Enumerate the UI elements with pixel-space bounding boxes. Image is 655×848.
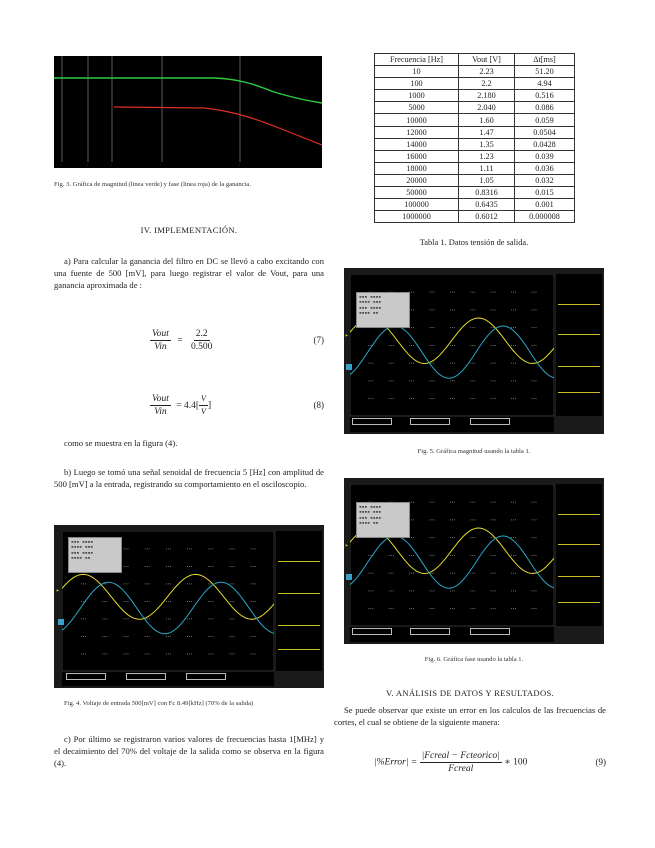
fig6-cyan-trace (350, 536, 554, 588)
table-row (375, 187, 575, 199)
section-v-heading: V. ANÁLISIS DE DATOS Y RESULTADOS. (386, 688, 554, 698)
svg-text:·: · (86, 163, 89, 167)
fig5-sidebar (556, 274, 602, 416)
table-row (375, 126, 575, 138)
fig4-bottom-bar (62, 672, 274, 686)
table-cell: 5000 (375, 102, 459, 114)
table-cell: 0.036 (515, 162, 575, 174)
table-row (375, 102, 575, 114)
paragraph-a: a) Para calcular la ganancia del filtro en DC se llevó a cabo excitando con una fuente de 500 [mV], para luego registrar el valor de Vout, para una ganancia aproximada de : (54, 256, 324, 291)
table-cell: 14000 (375, 138, 459, 150)
section-v-paragraph: Se puede observar que existe un error en los calculos de las frecuencias de cortes, el cual se obtiene de la siguiente manera: (334, 705, 606, 728)
table-row (375, 162, 575, 174)
header-frequency: Frecuencia [Hz] (375, 54, 459, 66)
eq9-number: (9) (595, 757, 606, 767)
table-1 (374, 53, 575, 223)
table-cell: 1.47 (459, 126, 515, 138)
fig4-caption: Fig. 4. Voltaje de entrada 500[mV] con Fc 8.49[kHz] (70% de la salida) (64, 700, 254, 707)
fig6-caption: Fig. 6. Gráfica fase usando la tabla 1. (424, 656, 524, 663)
fig5-ch2-marker: ▸ (345, 332, 349, 339)
fig3-green-curve (54, 78, 322, 103)
table-cell: 1.05 (459, 174, 515, 186)
table-cell: 1.23 (459, 150, 515, 162)
eq9-fraction: $\frac{\text{|Fcreal − Fcteorico|}}{\text{Fcreal}}$ (421, 751, 500, 774)
table1-caption: Tabla 1. Datos tensión de salida. (419, 238, 529, 247)
eq9-tail: ∗ 100 (504, 757, 528, 768)
equation-9 (374, 750, 606, 778)
table-cell: 0.032 (515, 174, 575, 186)
eq7-number: (7) (313, 335, 324, 345)
eq8-number: (8) (313, 400, 324, 410)
table-cell: 0.0428 (515, 138, 575, 150)
table-cell: 0.059 (515, 114, 575, 126)
fig5-ch1-marker (346, 364, 352, 370)
fig6-ch1-marker (346, 574, 352, 580)
fig3-red-curve (114, 107, 322, 145)
header-vout: Vout [V] (459, 54, 515, 66)
fig3-plot (54, 56, 322, 168)
fig6-ch2-marker: ▸ (345, 542, 349, 549)
fig5-measure-box: ▪▪▪ ▪▪▪▪ ▪▪▪▪ ▪▪▪ ▪▪▪ ▪▪▪▪ ▪▪▪▪ ▪▪ (356, 292, 410, 328)
table-cell: 100000 (375, 199, 459, 211)
table-cell: 10000 (375, 114, 459, 126)
fig6-bottom-bar (350, 627, 554, 642)
table-cell: 0.0504 (515, 126, 575, 138)
fig4-ch1-marker (58, 619, 64, 625)
fig5-oscilloscope (344, 268, 604, 434)
fig3-caption: Fig. 3. Gráfica de magnitud (linea verde) y fase (linea roja) de la ganancia. (54, 181, 251, 188)
table-cell: 1.60 (459, 114, 515, 126)
table-cell: 2.180 (459, 90, 515, 102)
eq8-unit-fraction: $\frac{V}{V}$ (201, 394, 206, 416)
table-row (375, 114, 575, 126)
table-cell: 0.6012 (459, 211, 515, 223)
fig6-measure-box: ▪▪▪ ▪▪▪▪ ▪▪▪▪ ▪▪▪ ▪▪▪ ▪▪▪▪ ▪▪▪▪ ▪▪ (356, 502, 410, 538)
paragraph-b: b) Luego se tomó una señal senoidal de frecuencia 5 [Hz] con amplitud de 500 [mV] a la entrada, registrando su comportamiento en el osciloscopio. (54, 467, 324, 490)
table-row (375, 174, 575, 186)
table-cell: 100 (375, 78, 459, 90)
fig5-bottom-bar (350, 417, 554, 432)
eq7-rhs-fraction: $\frac{2.2}{0.500}$ (191, 329, 213, 352)
paragraph-fig4-ref: como se muestra en la figura (4). (64, 438, 178, 448)
table-cell: 1.11 (459, 162, 515, 174)
table-row (375, 150, 575, 162)
fig6-sidebar (556, 484, 602, 626)
fig4-oscilloscope (54, 525, 324, 688)
eq7-lhs-fraction: $\frac{\text{Vout}}{\text{Vin}}$ (152, 329, 169, 352)
eq8-value: = 4.4[ (176, 400, 200, 411)
fig6-oscilloscope (344, 478, 604, 644)
table-row (375, 211, 575, 223)
table-row (375, 90, 575, 102)
table-header-row (375, 54, 575, 66)
table-row (375, 78, 575, 90)
table-cell: 0.8316 (459, 187, 515, 199)
fig6-screen (350, 484, 554, 626)
svg-text:·: · (238, 163, 241, 167)
fig4-sidebar (276, 531, 322, 671)
table-cell: 1000000 (375, 211, 459, 223)
table-cell: 0.001 (515, 199, 575, 211)
fig4-screen (62, 531, 274, 671)
table-cell: 0.6435 (459, 199, 515, 211)
table-cell: 2.040 (459, 102, 515, 114)
fig3-svg (54, 56, 322, 168)
fig4-yellow-trace (62, 574, 274, 619)
equation-7: $\frac{\text{Vout}}{\text{Vin}}$ = $\frac{2.2}{0.500}$ (7) (152, 329, 324, 352)
fig4-cyan-trace (62, 582, 274, 633)
table-cell: 2.23 (459, 66, 515, 78)
equation-8: $\frac{\text{Vout}}{\text{Vin}}$ = 4.4[ $\frac{V}{V}$ ] (8) (152, 394, 324, 417)
fig4-ch2-marker: ▸ (56, 587, 60, 594)
fig5-screen (350, 274, 554, 416)
table-cell: 0.516 (515, 90, 575, 102)
eq9-lhs: |%Error| = (374, 757, 418, 768)
table-cell: 4.94 (515, 78, 575, 90)
svg-text:·: · (160, 163, 163, 167)
table-cell: 10 (375, 66, 459, 78)
eq8-lhs-fraction: $\frac{\text{Vout}}{\text{Vin}}$ (152, 394, 169, 417)
table-cell: 0.039 (515, 150, 575, 162)
table-row (375, 138, 575, 150)
fig4-measure-box: ▪▪▪ ▪▪▪▪ ▪▪▪▪ ▪▪▪ ▪▪▪ ▪▪▪▪ ▪▪▪▪ ▪▪ (68, 537, 122, 573)
table-row (375, 199, 575, 211)
fig5-cyan-trace (350, 326, 554, 378)
header-dt: Δt[ms] (515, 54, 575, 66)
table-cell: 20000 (375, 174, 459, 186)
svg-text:·: · (110, 163, 113, 167)
table-cell: 2.2 (459, 78, 515, 90)
fig3-tick-labels (60, 163, 240, 167)
table-cell: 12000 (375, 126, 459, 138)
table-cell: 0.015 (515, 187, 575, 199)
table-cell: 0.000008 (515, 211, 575, 223)
paragraph-c: c) Por último se registraron varios valores de frecuencias hasta 1[MHz] y el decaimiento del 70% del voltaje de la salida como se observa en la figura (4). (54, 734, 324, 769)
fig5-caption: Fig. 5. Gráfica magnitud usando la tabla 1. (417, 448, 531, 455)
table-cell: 1.35 (459, 138, 515, 150)
table-cell: 1000 (375, 90, 459, 102)
table-cell: 50000 (375, 187, 459, 199)
table-cell: 16000 (375, 150, 459, 162)
table-cell: 51.20 (515, 66, 575, 78)
section-iv-heading: IV. IMPLEMENTACIÓN. (140, 225, 238, 235)
table-row (375, 66, 575, 78)
svg-text:·: · (60, 163, 63, 167)
table-cell: 18000 (375, 162, 459, 174)
table-cell: 0.086 (515, 102, 575, 114)
data-table (374, 53, 575, 223)
